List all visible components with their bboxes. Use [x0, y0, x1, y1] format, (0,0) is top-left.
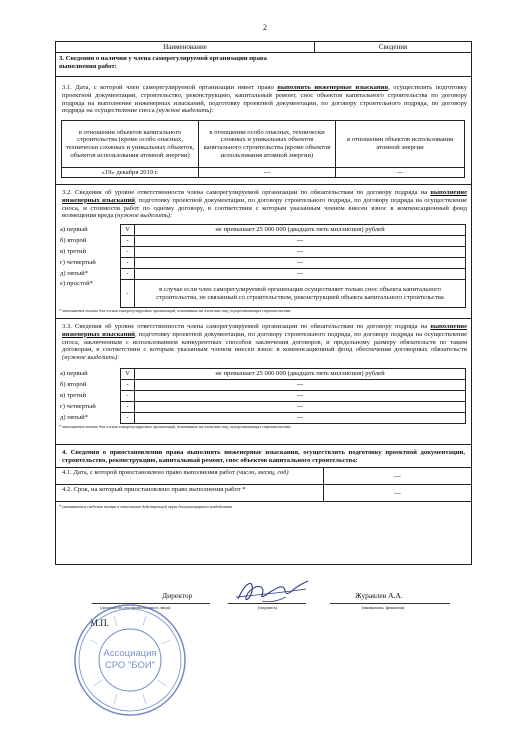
level-row: в) третий - ---	[59, 390, 466, 401]
paragraph-3-1: 3.1. Дата, с которой член саморегулируемой организации имеет право выполнять инженерные изыскания, осуществлять подготовку проектной документации, строительство, реконструкцию, капитальный ремонт, снос объектов капитального строительства по договору подряда на выполнение инженерных изысканий, подготовку проектной документации, по договору строительного подряда, по договору подряда на осуществление сноса (нужное выделить):	[62, 84, 467, 115]
level-row: г) четвертый - ---	[59, 401, 466, 412]
handwritten-signature	[232, 575, 312, 609]
rights-value: «19» декабря 2019 г.	[62, 168, 199, 178]
footnote-3-2: * заполняется только для членов саморегулируемых организаций, основанных на членстве лиц, осуществляющих строительство	[59, 308, 291, 314]
rights-cell: в отношении объектов использования атомной энергии	[336, 121, 465, 168]
signer-name: Журавлев А.А.	[355, 591, 403, 600]
level-row: а) первый V не превышает 25 000 000 (двадцать пять миллионов) рублей	[59, 368, 466, 379]
label-4-1: 4.1. Дата, с которой приостановлено право выполнения работ (число, месяц, год)	[56, 468, 324, 484]
footnote-4: * указываются сведения только в отношении действующей меры дисциплинарного воздействия	[59, 504, 233, 510]
svg-text:Ассоциация: Ассоциация	[103, 648, 157, 659]
level-row: б) второй - ---	[59, 379, 466, 390]
name-caption: (инициалы, фамилия)	[362, 605, 405, 610]
rights-table	[61, 120, 465, 178]
label-4-2: 4.2. Срок, на который приостановлено право выполнения работ *	[56, 485, 324, 501]
mp-label: М.П.	[90, 618, 110, 628]
level-row: е) простой* - в случае если член саморегулируемой организации осуществляет только снос объекта капитального строительства, не связанный со строительством, реконструкцией объекта капитального строительства	[59, 280, 466, 308]
levels-3-3	[59, 368, 466, 424]
sign-caption: (подпись)	[258, 605, 278, 610]
level-row: в) третий - ---	[59, 247, 466, 258]
rights-value: ---	[199, 168, 336, 178]
section4-title: 4. Сведения о приостановлении права выполнять инженерные изыскания, осуществлять подготовку проектной документации, строительство, реконструкцию, капитальный ремонт, снос объектов капитального строительства:	[56, 445, 471, 469]
paragraph-3-3: 3.3. Сведения об уровне ответственности члена саморегулируемой организации по обязательствам по договору подряда на выполнение инженерных изысканий, подготовку проектной документации, по договору строительного подряда, по договору подряда на осуществление сноса, заключенным с использованием конкурентных способов заключения договоров, и предельному размеру обязательств по таким договорам, в соответствии с которым указанным членом внесен взнос в компенсационный фонд обеспечения договорных обязательств (нужное выделить):	[62, 323, 468, 362]
level-row: б) второй - ---	[59, 236, 466, 247]
level-row: г) четвертый - ---	[59, 258, 466, 269]
document-table	[55, 41, 472, 565]
rights-cell: в отношении объектов капитального строительства (кроме особо опасных, технически сложных и уникальных объектов, объектов использования атомной энергии)	[62, 121, 199, 168]
level-row: а) первый V не превышает 25 000 000 (двадцать пять миллионов) рублей	[59, 225, 466, 236]
value-4-1: ---	[394, 472, 401, 480]
rights-cell: в отношении особо опасных, технически сложных и уникальных объектов капитального строительства (кроме объектов использования атомной энергии)	[199, 121, 336, 168]
organization-stamp	[70, 600, 190, 720]
row-4-2	[56, 485, 471, 502]
position-caption: (должность уполномоченного лица)	[100, 605, 171, 610]
level-row: д) пятый* - ---	[59, 412, 466, 423]
signer-position: Директор	[162, 591, 193, 600]
header-name: Наименование	[56, 42, 315, 52]
page-number: 2	[263, 23, 267, 32]
svg-text:СРО "БОИ": СРО "БОИ"	[104, 660, 156, 671]
level-row: д) пятый* - ---	[59, 269, 466, 280]
footnote-3-3: * заполняется только для членов саморегулируемых организаций, основанных на членстве лиц, осуществляющих строительство	[59, 423, 291, 429]
rights-value: ---	[336, 168, 465, 178]
levels-3-2	[59, 224, 466, 308]
header-info: Сведения	[378, 42, 408, 51]
value-4-2: ---	[394, 489, 401, 497]
table-header	[56, 42, 471, 53]
paragraph-3-2: 3.2. Сведения об уровне ответственности члена саморегулируемой организации по обязательствам по договору подряда на выполнение инженерных изысканий, подготовку проектной документации, по договору строительного подряда, по договору подряда на осуществление сноса, и стоимости работ по одному договору, в соответствии с которым указанным членом внесен взнос в компенсационный фонд возмещения вреда (нужное выделить):	[62, 189, 468, 220]
section3-title: 3. Сведения о наличии у члена саморегулируемой организации права выполнения работ:	[56, 53, 471, 77]
row-4-1	[56, 468, 471, 485]
